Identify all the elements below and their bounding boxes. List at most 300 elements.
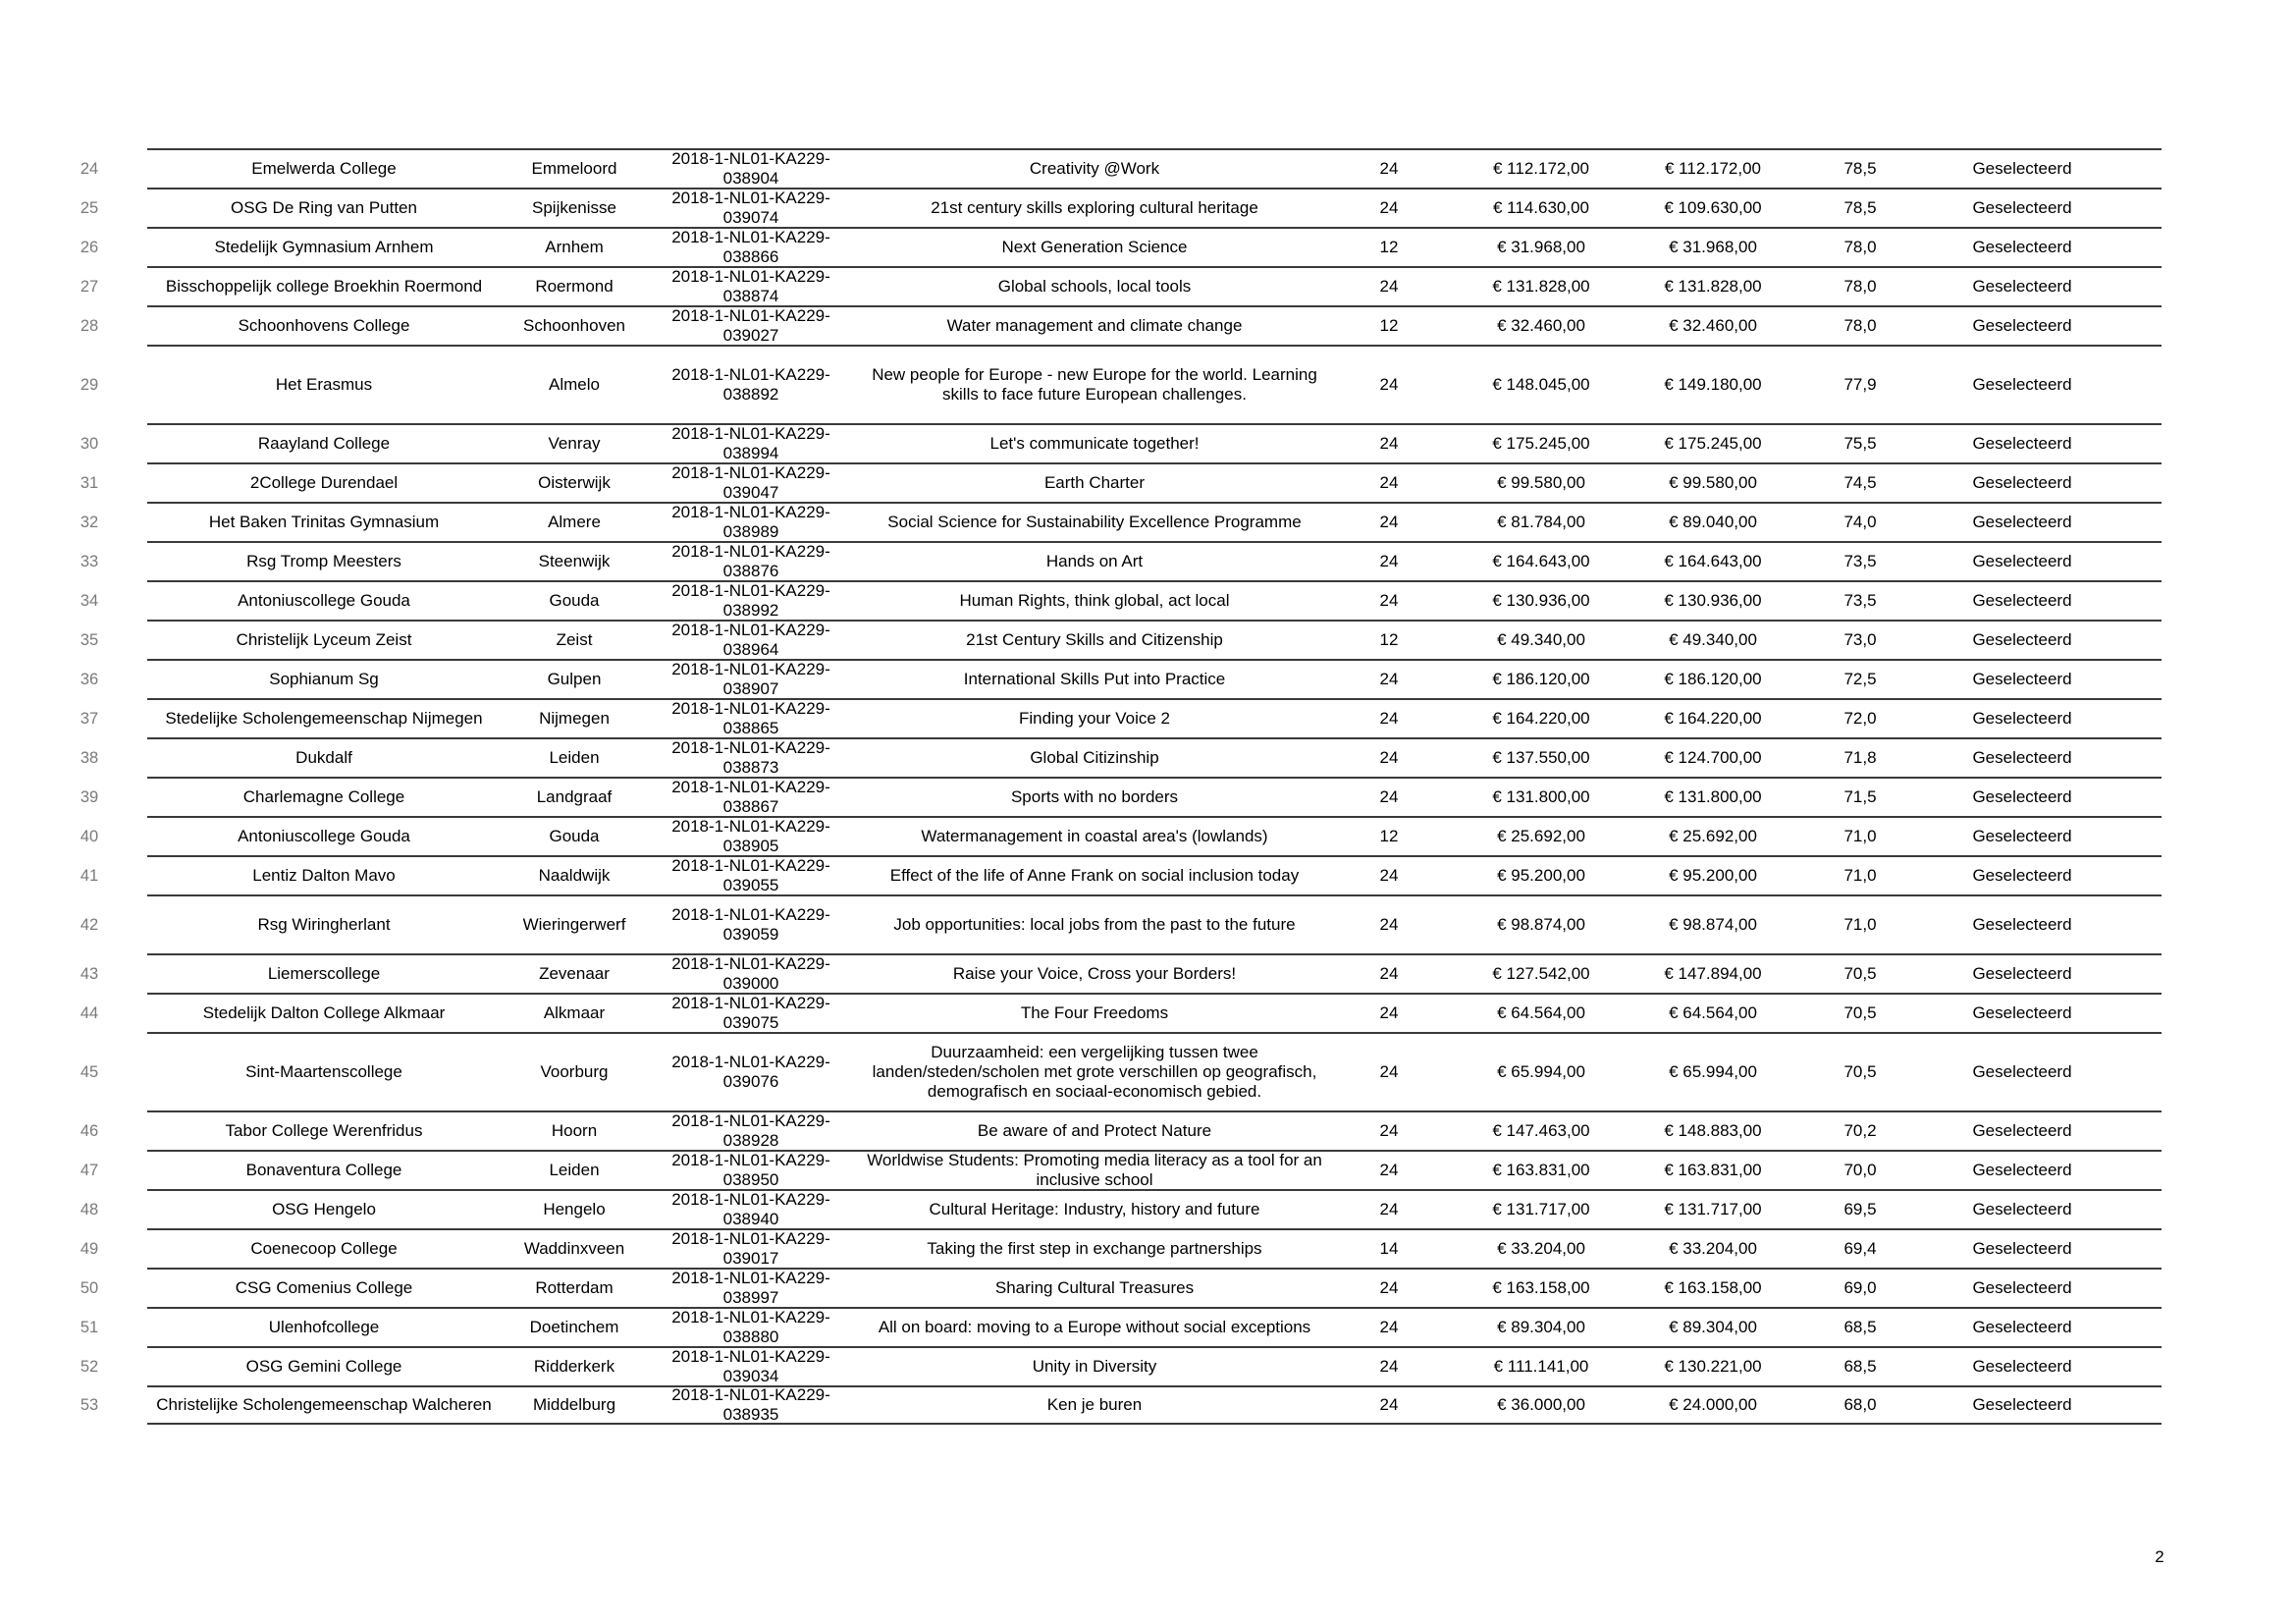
project-title-cell: Cultural Heritage: Industry, history and future bbox=[929, 1200, 1260, 1218]
project-number-cell: 2018-1-NL01-KA229-038989 bbox=[671, 504, 830, 541]
table-row bbox=[80, 502, 2162, 541]
requested-amount-cell: € 65.994,00 bbox=[1497, 1062, 1585, 1081]
duration-cell: 24 bbox=[1379, 552, 1399, 570]
project-title-cell: Human Rights, think global, act local bbox=[959, 591, 1230, 610]
duration-cell: 12 bbox=[1379, 630, 1399, 649]
row-number: 34 bbox=[80, 591, 99, 610]
requested-amount-cell: € 147.463,00 bbox=[1492, 1121, 1590, 1140]
project-title-cell: 21st Century Skills and Citizenship bbox=[966, 630, 1223, 649]
school-name-cell: Stedelijk Dalton College Alkmaar bbox=[202, 1003, 446, 1022]
city-cell: Naaldwijk bbox=[538, 866, 611, 885]
city-cell: Spijkenisse bbox=[532, 198, 616, 217]
city-cell: Rotterdam bbox=[535, 1278, 614, 1297]
duration-cell: 24 bbox=[1379, 1395, 1399, 1414]
project-number-cell: 2018-1-NL01-KA229-038892 bbox=[671, 365, 830, 404]
page-number: 2 bbox=[2155, 1547, 2164, 1566]
school-name-cell: Dukdalf bbox=[295, 748, 352, 767]
requested-amount-cell: € 33.204,00 bbox=[1497, 1239, 1585, 1258]
duration-cell: 24 bbox=[1379, 1200, 1399, 1218]
row-number: 28 bbox=[80, 316, 99, 335]
row-number: 42 bbox=[80, 915, 99, 934]
table-row bbox=[80, 698, 2162, 737]
duration-cell: 14 bbox=[1379, 1239, 1399, 1258]
project-number-cell: 2018-1-NL01-KA229-039059 bbox=[671, 905, 830, 944]
project-number-cell: 2018-1-NL01-KA229-038867 bbox=[671, 779, 830, 816]
requested-amount-cell: € 127.542,00 bbox=[1492, 964, 1590, 983]
row-number: 24 bbox=[80, 159, 99, 178]
school-name-cell: Het Baken Trinitas Gymnasium bbox=[208, 513, 440, 531]
row-number: 43 bbox=[80, 964, 99, 983]
school-name-cell: Schoonhovens College bbox=[238, 316, 410, 335]
score-cell: 78,5 bbox=[1843, 198, 1877, 217]
score-cell: 70,2 bbox=[1843, 1121, 1877, 1140]
city-cell: Roermond bbox=[535, 277, 614, 296]
table-row bbox=[80, 580, 2162, 620]
requested-amount-cell: € 95.200,00 bbox=[1497, 866, 1585, 885]
table-row bbox=[80, 188, 2162, 227]
table-row bbox=[80, 659, 2162, 698]
city-cell: Gouda bbox=[549, 591, 600, 610]
score-cell: 73,5 bbox=[1843, 552, 1877, 570]
project-number-cell: 2018-1-NL01-KA229-038880 bbox=[671, 1309, 830, 1346]
status-cell: Geselecteerd bbox=[1972, 787, 2072, 806]
score-cell: 69,4 bbox=[1843, 1239, 1877, 1258]
granted-amount-cell: € 163.158,00 bbox=[1664, 1278, 1762, 1297]
project-number-cell: 2018-1-NL01-KA229-038992 bbox=[671, 582, 830, 620]
granted-amount-cell: € 124.700,00 bbox=[1664, 748, 1762, 767]
table-row bbox=[80, 855, 2162, 894]
status-cell: Geselecteerd bbox=[1972, 1121, 2072, 1140]
school-name-cell: OSG Hengelo bbox=[272, 1200, 376, 1218]
status-cell: Geselecteerd bbox=[1972, 1395, 2072, 1414]
status-cell: Geselecteerd bbox=[1972, 1357, 2072, 1376]
row-number: 33 bbox=[80, 552, 99, 570]
duration-cell: 24 bbox=[1379, 1062, 1399, 1081]
city-cell: Gouda bbox=[549, 827, 600, 845]
city-cell: Hoorn bbox=[551, 1121, 598, 1140]
project-number-cell: 2018-1-NL01-KA229-039055 bbox=[671, 857, 830, 894]
status-cell: Geselecteerd bbox=[1972, 709, 2072, 728]
granted-amount-cell: € 131.717,00 bbox=[1664, 1200, 1762, 1218]
status-cell: Geselecteerd bbox=[1972, 513, 2072, 531]
city-cell: Emmeloord bbox=[531, 159, 617, 178]
school-name-cell: Lentiz Dalton Mavo bbox=[252, 866, 396, 885]
table-row bbox=[80, 953, 2162, 993]
status-cell: Geselecteerd bbox=[1972, 670, 2072, 688]
city-cell: Hengelo bbox=[543, 1200, 606, 1218]
duration-cell: 24 bbox=[1379, 1161, 1399, 1179]
row-number: 31 bbox=[80, 473, 99, 492]
school-name-cell: Coenecoop College bbox=[250, 1239, 398, 1258]
duration-cell: 24 bbox=[1379, 473, 1399, 492]
duration-cell: 12 bbox=[1379, 316, 1399, 335]
school-name-cell: Bisschoppelijk college Broekhin Roermond bbox=[165, 277, 483, 296]
score-cell: 78,0 bbox=[1843, 316, 1877, 335]
school-name-cell: Christelijke Scholengemeenschap Walcheren bbox=[156, 1395, 492, 1414]
row-number: 41 bbox=[80, 866, 99, 885]
duration-cell: 24 bbox=[1379, 1121, 1399, 1140]
project-number-cell: 2018-1-NL01-KA229-038940 bbox=[671, 1191, 830, 1228]
duration-cell: 24 bbox=[1379, 670, 1399, 688]
project-title-cell: Global schools, local tools bbox=[997, 277, 1192, 296]
project-number-cell: 2018-1-NL01-KA229-039074 bbox=[671, 189, 830, 227]
row-number: 36 bbox=[80, 670, 99, 688]
school-name-cell: Rsg Tromp Meesters bbox=[246, 552, 401, 570]
granted-amount-cell: € 31.968,00 bbox=[1669, 238, 1757, 256]
project-title-cell: Watermanagement in coastal area's (lowlands) bbox=[921, 827, 1268, 845]
duration-cell: 24 bbox=[1379, 787, 1399, 806]
school-name-cell: Ulenhofcollege bbox=[268, 1318, 380, 1336]
row-number: 30 bbox=[80, 434, 99, 453]
status-cell: Geselecteerd bbox=[1972, 1161, 2072, 1179]
project-number-cell: 2018-1-NL01-KA229-039000 bbox=[671, 955, 830, 993]
city-cell: Leiden bbox=[549, 748, 600, 767]
table-row bbox=[80, 1032, 2162, 1110]
granted-amount-cell: € 99.580,00 bbox=[1669, 473, 1757, 492]
project-number-cell: 2018-1-NL01-KA229-038950 bbox=[671, 1152, 830, 1189]
score-cell: 71,0 bbox=[1843, 827, 1877, 845]
city-cell: Zeist bbox=[556, 630, 593, 649]
requested-amount-cell: € 81.784,00 bbox=[1497, 513, 1585, 531]
granted-amount-cell: € 112.172,00 bbox=[1665, 159, 1761, 178]
row-number: 32 bbox=[80, 513, 99, 531]
duration-cell: 24 bbox=[1379, 964, 1399, 983]
school-name-cell: 2College Durendael bbox=[249, 473, 399, 492]
score-cell: 68,0 bbox=[1843, 1395, 1877, 1414]
city-cell: Zevenaar bbox=[539, 964, 610, 983]
school-name-cell: OSG De Ring van Putten bbox=[231, 198, 417, 217]
school-name-cell: Stedelijke Scholengemeenschap Nijmegen bbox=[165, 709, 483, 728]
requested-amount-cell: € 131.828,00 bbox=[1492, 277, 1590, 296]
table-row bbox=[80, 993, 2162, 1032]
city-cell: Doetinchem bbox=[529, 1318, 619, 1336]
score-cell: 74,5 bbox=[1843, 473, 1877, 492]
score-cell: 71,0 bbox=[1843, 915, 1877, 934]
project-title-cell: Duurzaamheid: een vergelijking tussen twee landen/steden/scholen met grote verschillen op geografisch, demografisch en sociaal-economisch gebied. bbox=[872, 1043, 1317, 1101]
school-name-cell: Emelwerda College bbox=[251, 159, 397, 178]
status-cell: Geselecteerd bbox=[1972, 866, 2072, 885]
granted-amount-cell: € 186.120,00 bbox=[1664, 670, 1762, 688]
project-number-cell: 2018-1-NL01-KA229-038865 bbox=[671, 700, 830, 737]
project-title-cell: Sports with no borders bbox=[1010, 787, 1179, 806]
table-row bbox=[80, 305, 2162, 345]
duration-cell: 24 bbox=[1379, 434, 1399, 453]
status-cell: Geselecteerd bbox=[1972, 238, 2072, 256]
status-cell: Geselecteerd bbox=[1972, 375, 2072, 394]
city-cell: Voorburg bbox=[540, 1062, 609, 1081]
project-number-cell: 2018-1-NL01-KA229-038907 bbox=[671, 661, 830, 698]
row-number: 44 bbox=[80, 1003, 99, 1022]
granted-amount-cell: € 24.000,00 bbox=[1669, 1395, 1757, 1414]
project-number-cell: 2018-1-NL01-KA229-038935 bbox=[671, 1387, 830, 1423]
granted-amount-cell: € 149.180,00 bbox=[1664, 375, 1762, 394]
requested-amount-cell: € 148.045,00 bbox=[1492, 375, 1590, 394]
school-name-cell: Stedelijk Gymnasium Arnhem bbox=[214, 238, 434, 256]
status-cell: Geselecteerd bbox=[1972, 915, 2072, 934]
city-cell: Waddinxveen bbox=[523, 1239, 625, 1258]
table-row bbox=[80, 1150, 2162, 1189]
city-cell: Venray bbox=[548, 434, 601, 453]
requested-amount-cell: € 31.968,00 bbox=[1497, 238, 1585, 256]
granted-amount-cell: € 25.692,00 bbox=[1669, 827, 1757, 845]
table-row bbox=[80, 816, 2162, 855]
row-number: 27 bbox=[80, 277, 99, 296]
city-cell: Middelburg bbox=[532, 1395, 616, 1414]
row-number: 49 bbox=[80, 1239, 99, 1258]
school-name-cell: OSG Gemini College bbox=[245, 1357, 402, 1376]
granted-amount-cell: € 164.220,00 bbox=[1664, 709, 1762, 728]
school-name-cell: Sophianum Sg bbox=[269, 670, 379, 688]
status-cell: Geselecteerd bbox=[1972, 473, 2072, 492]
duration-cell: 24 bbox=[1379, 198, 1399, 217]
school-name-cell: Liemerscollege bbox=[267, 964, 381, 983]
requested-amount-cell: € 32.460,00 bbox=[1497, 316, 1585, 335]
project-title-cell: Be aware of and Protect Nature bbox=[977, 1121, 1212, 1140]
status-cell: Geselecteerd bbox=[1972, 552, 2072, 570]
table-row bbox=[80, 462, 2162, 502]
row-number: 51 bbox=[80, 1318, 99, 1336]
project-number-cell: 2018-1-NL01-KA229-038904 bbox=[671, 150, 830, 188]
school-name-cell: Raayland College bbox=[257, 434, 391, 453]
project-title-cell: Unity in Diversity bbox=[1032, 1357, 1157, 1376]
city-cell: Almere bbox=[548, 513, 601, 531]
score-cell: 77,9 bbox=[1843, 375, 1877, 394]
duration-cell: 24 bbox=[1379, 748, 1399, 767]
school-name-cell: Bonaventura College bbox=[245, 1161, 402, 1179]
granted-amount-cell: € 147.894,00 bbox=[1664, 964, 1762, 983]
table-row bbox=[80, 148, 2162, 188]
score-cell: 74,0 bbox=[1843, 513, 1877, 531]
requested-amount-cell: € 130.936,00 bbox=[1492, 591, 1590, 610]
granted-amount-cell: € 164.643,00 bbox=[1664, 552, 1762, 570]
duration-cell: 24 bbox=[1379, 513, 1399, 531]
row-number: 26 bbox=[80, 238, 99, 256]
granted-amount-cell: € 131.800,00 bbox=[1664, 787, 1762, 806]
score-cell: 72,5 bbox=[1843, 670, 1877, 688]
status-cell: Geselecteerd bbox=[1972, 198, 2072, 217]
status-cell: Geselecteerd bbox=[1972, 964, 2072, 983]
duration-cell: 24 bbox=[1379, 375, 1399, 394]
requested-amount-cell: € 186.120,00 bbox=[1492, 670, 1590, 688]
requested-amount-cell: € 111.141,00 bbox=[1493, 1357, 1589, 1376]
project-title-cell: All on board: moving to a Europe without social exceptions bbox=[878, 1318, 1311, 1336]
city-cell: Alkmaar bbox=[543, 1003, 606, 1022]
requested-amount-cell: € 25.692,00 bbox=[1497, 827, 1585, 845]
duration-cell: 24 bbox=[1379, 1003, 1399, 1022]
city-cell: Ridderkerk bbox=[533, 1357, 615, 1376]
requested-amount-cell: € 131.800,00 bbox=[1492, 787, 1590, 806]
project-title-cell: Hands on Art bbox=[1045, 552, 1144, 570]
status-cell: Geselecteerd bbox=[1972, 827, 2072, 845]
school-name-cell: Tabor College Werenfridus bbox=[225, 1121, 423, 1140]
table-row bbox=[80, 737, 2162, 777]
project-number-cell: 2018-1-NL01-KA229-038905 bbox=[671, 818, 830, 855]
project-number-cell: 2018-1-NL01-KA229-038876 bbox=[671, 543, 830, 580]
table-row bbox=[80, 1346, 2162, 1385]
row-number: 52 bbox=[80, 1357, 99, 1376]
table-row bbox=[80, 1268, 2162, 1307]
score-cell: 73,0 bbox=[1843, 630, 1877, 649]
requested-amount-cell: € 98.874,00 bbox=[1497, 915, 1585, 934]
school-name-cell: Christelijk Lyceum Zeist bbox=[236, 630, 412, 649]
score-cell: 70,5 bbox=[1843, 1003, 1877, 1022]
table-row bbox=[80, 423, 2162, 462]
project-title-cell: Social Science for Sustainability Excellence Programme bbox=[887, 513, 1302, 531]
status-cell: Geselecteerd bbox=[1972, 1239, 2072, 1258]
duration-cell: 24 bbox=[1379, 915, 1399, 934]
status-cell: Geselecteerd bbox=[1972, 159, 2072, 178]
score-cell: 71,5 bbox=[1843, 787, 1877, 806]
score-cell: 70,5 bbox=[1843, 1062, 1877, 1081]
project-number-cell: 2018-1-NL01-KA229-038964 bbox=[671, 622, 830, 659]
duration-cell: 24 bbox=[1379, 709, 1399, 728]
status-cell: Geselecteerd bbox=[1972, 1318, 2072, 1336]
row-number: 47 bbox=[80, 1161, 99, 1179]
city-cell: Gulpen bbox=[547, 670, 602, 688]
city-cell: Almelo bbox=[549, 375, 600, 394]
status-cell: Geselecteerd bbox=[1972, 277, 2072, 296]
row-number: 29 bbox=[80, 375, 99, 394]
project-number-cell: 2018-1-NL01-KA229-038997 bbox=[671, 1270, 830, 1307]
city-cell: Oisterwijk bbox=[538, 473, 611, 492]
requested-amount-cell: € 99.580,00 bbox=[1497, 473, 1585, 492]
row-number: 53 bbox=[80, 1395, 99, 1414]
row-number: 48 bbox=[80, 1200, 99, 1218]
table-row bbox=[80, 541, 2162, 580]
project-number-cell: 2018-1-NL01-KA229-038928 bbox=[671, 1112, 830, 1150]
duration-cell: 24 bbox=[1379, 866, 1399, 885]
table-row bbox=[80, 1385, 2162, 1425]
results-table bbox=[80, 148, 2162, 1425]
status-cell: Geselecteerd bbox=[1972, 630, 2072, 649]
project-title-cell: Finding your Voice 2 bbox=[1018, 709, 1171, 728]
granted-amount-cell: € 148.883,00 bbox=[1664, 1121, 1762, 1140]
table-row bbox=[80, 777, 2162, 816]
row-number: 39 bbox=[80, 787, 99, 806]
project-number-cell: 2018-1-NL01-KA229-039075 bbox=[671, 995, 830, 1032]
granted-amount-cell: € 32.460,00 bbox=[1669, 316, 1757, 335]
score-cell: 73,5 bbox=[1843, 591, 1877, 610]
project-title-cell: Creativity @Work bbox=[1029, 159, 1160, 178]
granted-amount-cell: € 175.245,00 bbox=[1664, 434, 1762, 453]
requested-amount-cell: € 137.550,00 bbox=[1492, 748, 1590, 767]
requested-amount-cell: € 164.643,00 bbox=[1492, 552, 1590, 570]
duration-cell: 24 bbox=[1379, 277, 1399, 296]
project-number-cell: 2018-1-NL01-KA229-038873 bbox=[671, 739, 830, 777]
city-cell: Leiden bbox=[549, 1161, 600, 1179]
score-cell: 69,0 bbox=[1843, 1278, 1877, 1297]
project-title-cell: 21st century skills exploring cultural heritage bbox=[931, 198, 1258, 217]
score-cell: 70,5 bbox=[1843, 964, 1877, 983]
requested-amount-cell: € 175.245,00 bbox=[1492, 434, 1590, 453]
project-title-cell: Ken je buren bbox=[1046, 1395, 1143, 1414]
requested-amount-cell: € 49.340,00 bbox=[1497, 630, 1585, 649]
project-number-cell: 2018-1-NL01-KA229-039076 bbox=[671, 1053, 830, 1091]
project-title-cell: Job opportunities: local jobs from the past to the future bbox=[893, 915, 1296, 934]
school-name-cell: Sint-Maartenscollege bbox=[245, 1062, 402, 1081]
project-title-cell: Effect of the life of Anne Frank on social inclusion today bbox=[889, 866, 1300, 885]
status-cell: Geselecteerd bbox=[1972, 316, 2072, 335]
status-cell: Geselecteerd bbox=[1972, 591, 2072, 610]
score-cell: 72,0 bbox=[1843, 709, 1877, 728]
score-cell: 71,8 bbox=[1843, 748, 1877, 767]
city-cell: Nijmegen bbox=[539, 709, 610, 728]
project-number-cell: 2018-1-NL01-KA229-039034 bbox=[671, 1348, 830, 1385]
granted-amount-cell: € 98.874,00 bbox=[1669, 915, 1757, 934]
project-title-cell: Taking the first step in exchange partnerships bbox=[927, 1239, 1262, 1258]
status-cell: Geselecteerd bbox=[1972, 1062, 2072, 1081]
status-cell: Geselecteerd bbox=[1972, 1003, 2072, 1022]
school-name-cell: Antoniuscollege Gouda bbox=[238, 827, 410, 845]
table-row bbox=[80, 1189, 2162, 1228]
requested-amount-cell: € 112.172,00 bbox=[1493, 159, 1589, 178]
school-name-cell: Rsg Wiringherlant bbox=[257, 915, 391, 934]
project-title-cell: Worldwise Students: Promoting media literacy as a tool for an inclusive school bbox=[867, 1152, 1322, 1189]
row-number: 37 bbox=[80, 709, 99, 728]
status-cell: Geselecteerd bbox=[1972, 748, 2072, 767]
granted-amount-cell: € 130.221,00 bbox=[1664, 1357, 1762, 1376]
granted-amount-cell: € 33.204,00 bbox=[1669, 1239, 1757, 1258]
score-cell: 70,0 bbox=[1843, 1161, 1877, 1179]
table-row bbox=[80, 227, 2162, 266]
table-row bbox=[80, 266, 2162, 305]
granted-amount-cell: € 163.831,00 bbox=[1664, 1161, 1762, 1179]
requested-amount-cell: € 36.000,00 bbox=[1497, 1395, 1585, 1414]
row-number: 38 bbox=[80, 748, 99, 767]
project-title-cell: Global Citizinship bbox=[1030, 748, 1159, 767]
city-cell: Landgraaf bbox=[536, 787, 613, 806]
duration-cell: 24 bbox=[1379, 1278, 1399, 1297]
score-cell: 71,0 bbox=[1843, 866, 1877, 885]
project-number-cell: 2018-1-NL01-KA229-039047 bbox=[671, 464, 830, 502]
score-cell: 78,0 bbox=[1843, 277, 1877, 296]
requested-amount-cell: € 163.158,00 bbox=[1492, 1278, 1590, 1297]
table-row bbox=[80, 1307, 2162, 1346]
school-name-cell: Het Erasmus bbox=[275, 375, 373, 394]
duration-cell: 24 bbox=[1379, 591, 1399, 610]
project-title-cell: Raise your Voice, Cross your Borders! bbox=[952, 964, 1237, 983]
granted-amount-cell: € 64.564,00 bbox=[1669, 1003, 1757, 1022]
school-name-cell: Charlemagne College bbox=[242, 787, 405, 806]
row-number: 35 bbox=[80, 630, 99, 649]
score-cell: 78,5 bbox=[1843, 159, 1877, 178]
school-name-cell: Antoniuscollege Gouda bbox=[238, 591, 410, 610]
granted-amount-cell: € 130.936,00 bbox=[1664, 591, 1762, 610]
table-row bbox=[80, 1228, 2162, 1268]
city-cell: Arnhem bbox=[545, 238, 604, 256]
granted-amount-cell: € 89.040,00 bbox=[1669, 513, 1757, 531]
granted-amount-cell: € 109.630,00 bbox=[1664, 198, 1762, 217]
row-number: 50 bbox=[80, 1278, 99, 1297]
duration-cell: 12 bbox=[1379, 827, 1399, 845]
status-cell: Geselecteerd bbox=[1972, 434, 2072, 453]
granted-amount-cell: € 65.994,00 bbox=[1669, 1062, 1757, 1081]
project-title-cell: Let's communicate together! bbox=[989, 434, 1200, 453]
status-cell: Geselecteerd bbox=[1972, 1200, 2072, 1218]
city-cell: Wieringerwerf bbox=[522, 915, 626, 934]
table-row bbox=[80, 345, 2162, 423]
duration-cell: 24 bbox=[1379, 1357, 1399, 1376]
project-title-cell: New people for Europe - new Europe for the world. Learning skills to face future European challenges. bbox=[872, 365, 1317, 404]
granted-amount-cell: € 131.828,00 bbox=[1664, 277, 1762, 296]
score-cell: 75,5 bbox=[1843, 434, 1877, 453]
row-number: 46 bbox=[80, 1121, 99, 1140]
project-title-cell: Water management and climate change bbox=[946, 316, 1243, 335]
requested-amount-cell: € 164.220,00 bbox=[1492, 709, 1590, 728]
project-title-cell: International Skills Put into Practice bbox=[963, 670, 1226, 688]
granted-amount-cell: € 49.340,00 bbox=[1669, 630, 1757, 649]
score-cell: 68,5 bbox=[1843, 1318, 1877, 1336]
